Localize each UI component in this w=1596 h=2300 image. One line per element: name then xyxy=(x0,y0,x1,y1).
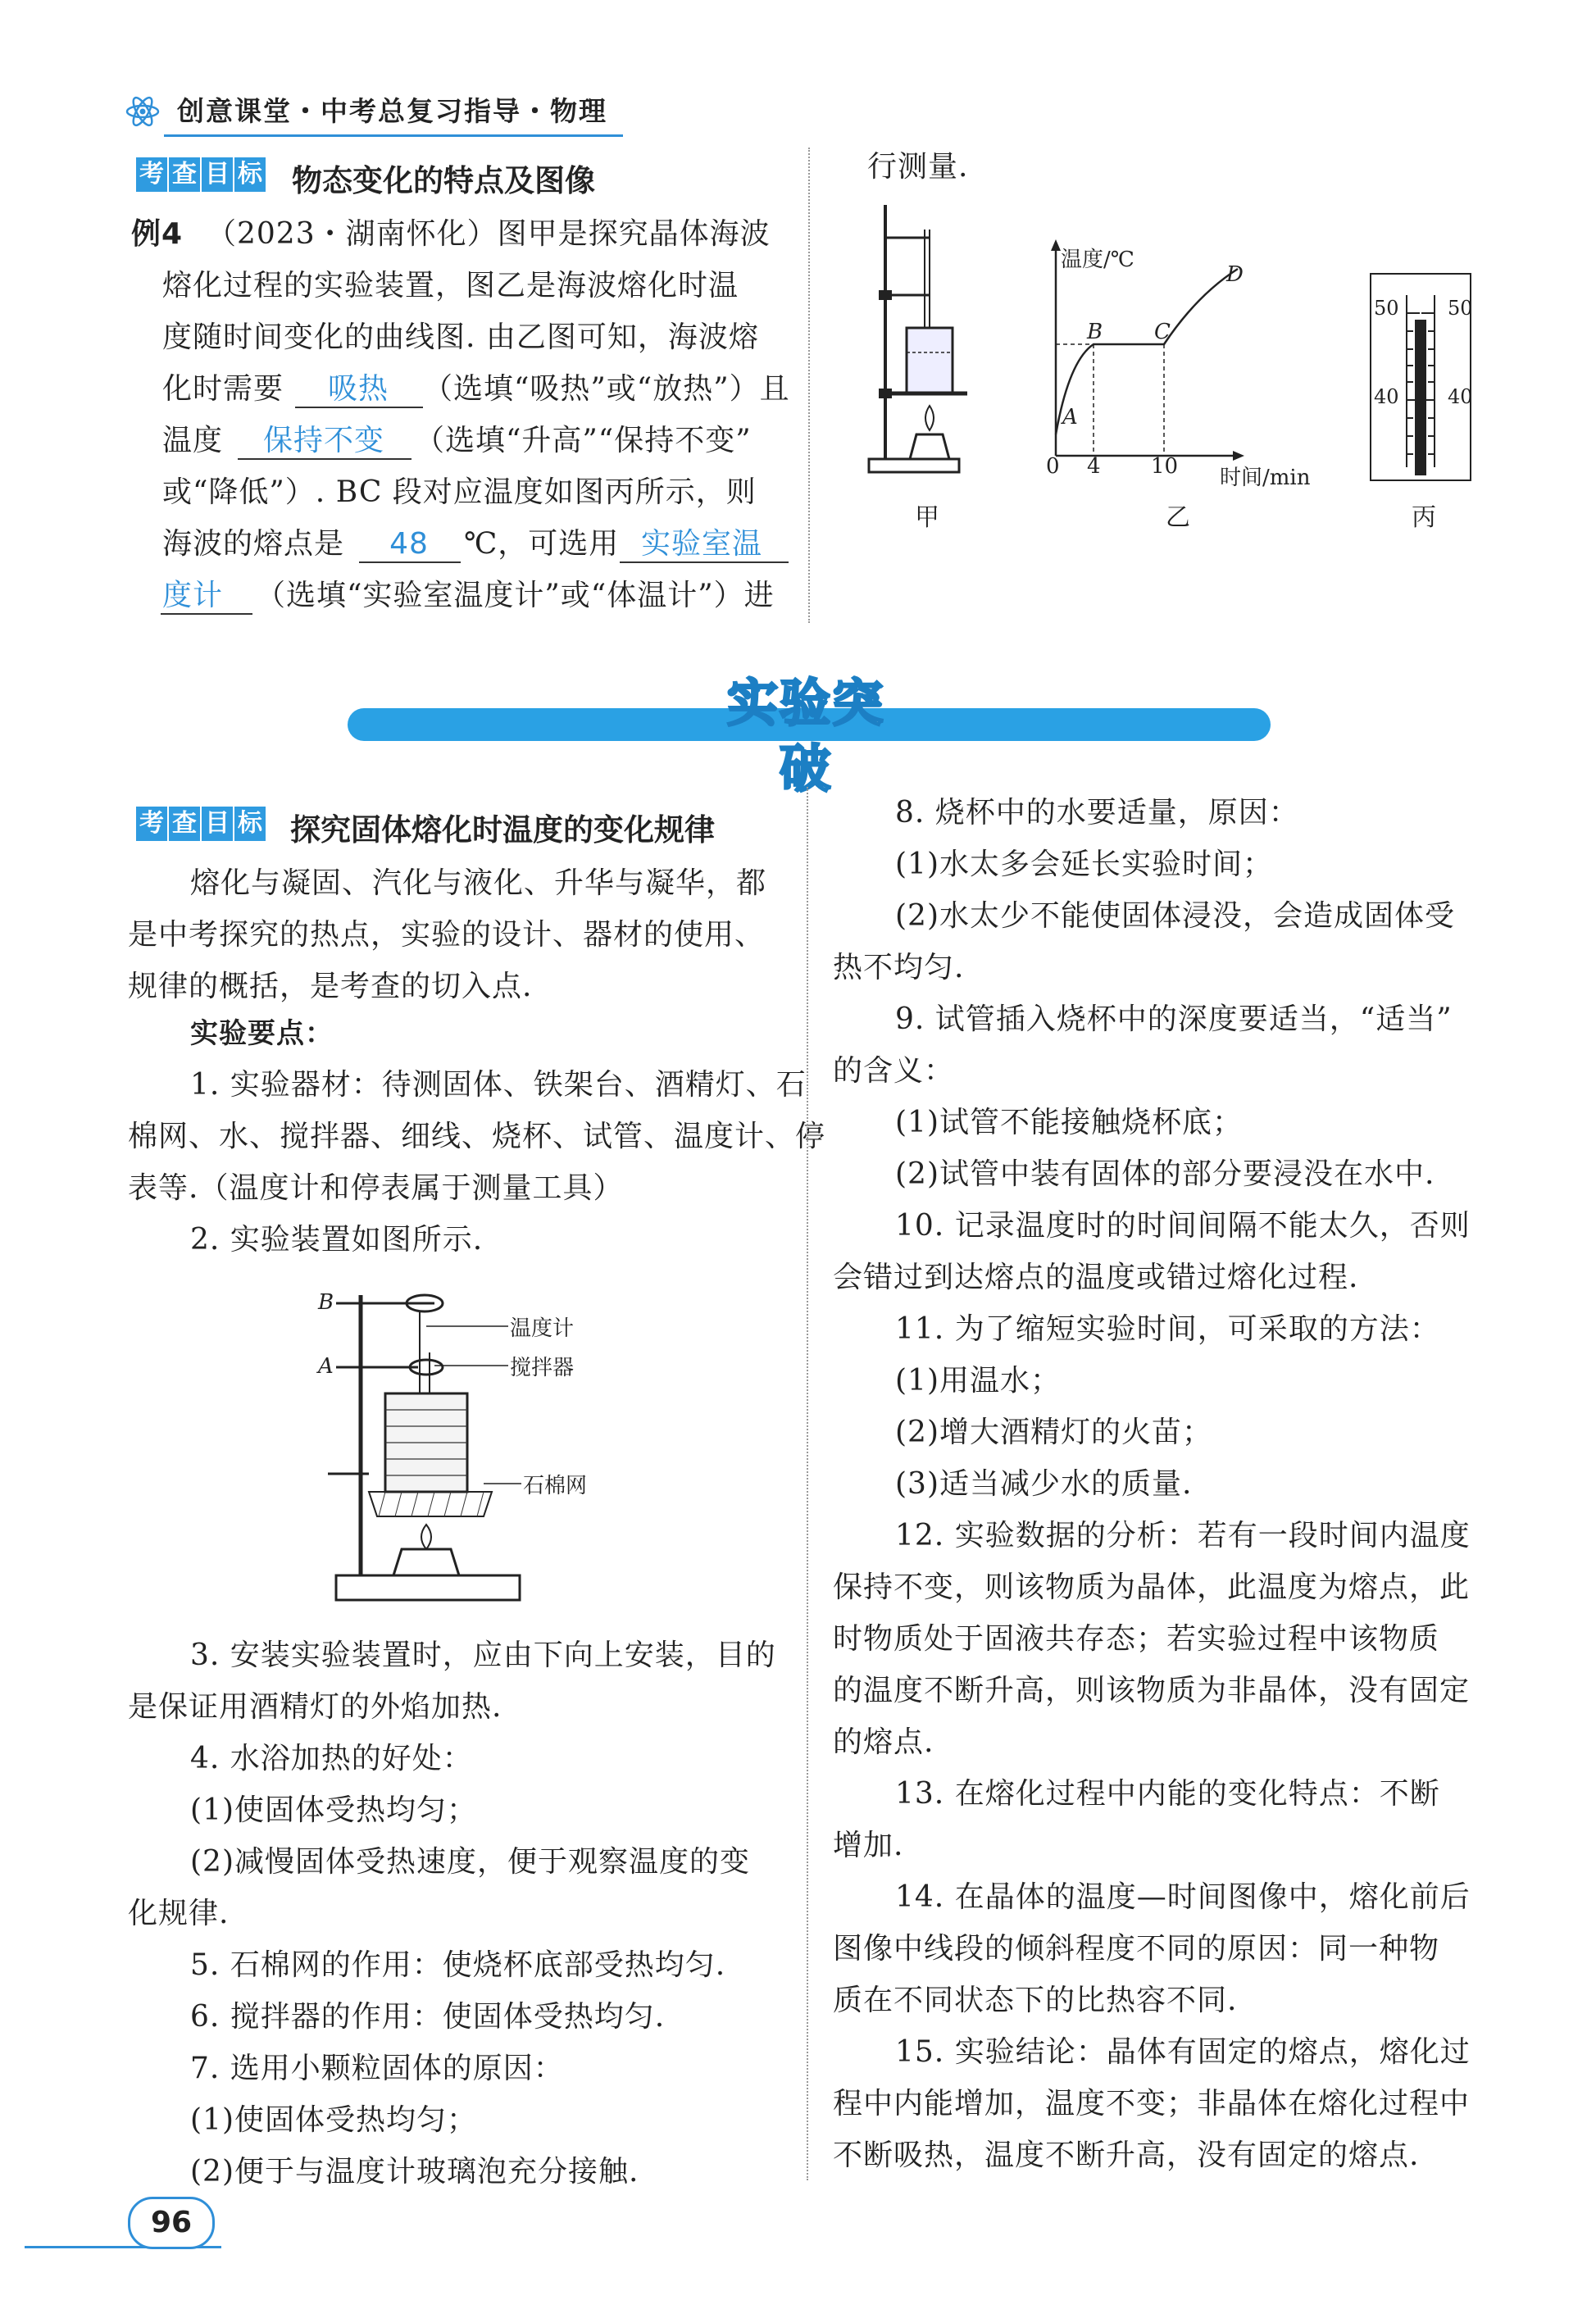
answer-underline xyxy=(238,458,412,460)
body-line: 时物质处于固液共存态；若实验过程中该物质 xyxy=(833,1622,1440,1656)
body-line: (1)试管不能接触烧杯底； xyxy=(895,1106,1243,1139)
body-line: 12. 实验数据的分析：若有一段时间内温度 xyxy=(895,1519,1471,1552)
atom-icon xyxy=(125,93,161,130)
graph-tick: 10 xyxy=(1151,454,1179,479)
body-line: 棉网、水、搅拌器、细线、烧杯、试管、温度计、停 xyxy=(128,1120,826,1153)
graph-point-b: B xyxy=(1087,320,1103,344)
tag-char: 考 xyxy=(136,807,167,841)
body-line: 增加. xyxy=(833,1829,904,1862)
tag-char: 查 xyxy=(169,157,200,192)
apparatus-label-thermometer: 温度计 xyxy=(510,1316,575,1341)
body-line: 的熔点. xyxy=(833,1725,934,1759)
figure-jia-apparatus xyxy=(853,197,975,484)
body-line: 10. 记录温度时的时间间隔不能太久，否则 xyxy=(895,1209,1471,1243)
tag-char: 查 xyxy=(169,807,200,841)
example-line: 行测量. xyxy=(867,150,969,184)
example-line: （选填“吸热”或“放热”）且 xyxy=(423,372,790,406)
body-line: 是中考探究的热点，实验的设计、器材的使用、 xyxy=(128,918,766,952)
section1-title: 物态变化的特点及图像 xyxy=(292,163,595,198)
body-line: 8. 烧杯中的水要适量，原因： xyxy=(895,796,1299,830)
example-line: 度随时间变化的曲线图. 由乙图可知，海波熔 xyxy=(162,320,759,354)
section2-tag xyxy=(136,807,267,841)
body-line: 15. 实验结论：晶体有固定的熔点，熔化过 xyxy=(895,2035,1471,2069)
tag-char: 目 xyxy=(202,157,233,192)
figure-yi-label: 乙 xyxy=(1166,503,1190,532)
body-line: 13. 在熔化过程中内能的变化特点：不断 xyxy=(895,1777,1440,1811)
body-line: 7. 选用小颗粒固体的原因： xyxy=(190,2052,564,2085)
body-line: 2. 实验装置如图所示. xyxy=(190,1223,484,1257)
thermo-tick: 40 xyxy=(1448,385,1473,408)
body-line: 熔化与凝固、汽化与液化、升华与凝华，都 xyxy=(190,866,767,900)
tag-char: 目 xyxy=(202,807,233,841)
figure-bing-label: 丙 xyxy=(1412,503,1436,532)
body-line: 图像中线段的倾斜程度不同的原因：同一种物 xyxy=(833,1932,1440,1966)
answer-text: 实验室温 xyxy=(640,527,762,561)
body-line: 9. 试管插入烧杯中的深度要适当，“适当” xyxy=(895,1002,1453,1036)
tag-char: 标 xyxy=(234,807,266,841)
figure-yi-graph xyxy=(1041,238,1320,484)
example-line: 熔化过程的实验装置，图乙是海波熔化时温 xyxy=(162,269,739,302)
body-line: 11. 为了缩短实验时间，可采取的方法： xyxy=(895,1312,1440,1346)
graph-point-d: D xyxy=(1226,262,1244,287)
header-rule xyxy=(164,134,623,137)
graph-origin: 0 xyxy=(1046,454,1060,479)
graph-point-c: C xyxy=(1154,320,1171,344)
body-line: 规律的概括，是考查的切入点. xyxy=(128,970,533,1003)
example-line: 海波的熔点是 xyxy=(162,527,345,561)
answer-text: 保持不变 xyxy=(262,424,384,457)
body-line: 热不均匀. xyxy=(833,951,965,984)
column-divider xyxy=(807,787,808,2180)
body-line: 程中内能增加，温度不变；非晶体在熔化过程中 xyxy=(833,2087,1471,2120)
section2-title: 探究固体熔化时温度的变化规律 xyxy=(290,812,715,848)
body-line: 4. 水浴加热的好处： xyxy=(190,1742,473,1775)
apparatus-label-stirrer: 搅拌器 xyxy=(510,1356,575,1380)
body-line: 5. 石棉网的作用：使烧杯底部受热均匀. xyxy=(190,1948,726,1982)
body-line: 1. 实验器材：待测固体、铁架台、酒精灯、石 xyxy=(190,1068,807,1102)
body-line: 14. 在晶体的温度—时间图像中，熔化前后 xyxy=(895,1880,1471,1914)
body-line: (1)用温水； xyxy=(895,1364,1061,1398)
apparatus-label-a: A xyxy=(318,1354,334,1379)
example-line: （选填“实验室温度计”或“体温计”）进 xyxy=(256,579,775,612)
body-line: 表等.（温度计和停表属于测量工具） xyxy=(128,1171,624,1205)
body-line: (2)试管中装有固体的部分要浸没在水中. xyxy=(895,1157,1435,1191)
body-line: 3. 安装实验装置时，应由下向上安装，目的 xyxy=(190,1639,776,1672)
subheading: 实验要点： xyxy=(190,1017,334,1050)
banner-title: 实验突破 xyxy=(726,673,884,798)
example-line: 或“降低”）. BC 段对应温度如图丙所示，则 xyxy=(162,475,757,509)
page-number: 96 xyxy=(128,2197,215,2249)
body-line: (2)水太少不能使固体浸没，会造成固体受 xyxy=(895,899,1455,933)
answer-text: 48 xyxy=(389,527,429,561)
body-line: 保持不变，则该物质为晶体，此温度为熔点，此 xyxy=(833,1570,1471,1604)
thermo-tick: 40 xyxy=(1374,385,1399,408)
graph-point-a: A xyxy=(1062,405,1078,430)
body-line: 6. 搅拌器的作用：使固体受热均匀. xyxy=(190,2000,666,2034)
thermo-tick: 50 xyxy=(1374,297,1399,320)
apparatus-leader-lines xyxy=(426,1311,525,1508)
body-line: 的含义： xyxy=(833,1054,955,1088)
example-line: ℃，可选用 xyxy=(464,527,620,561)
apparatus-label-b: B xyxy=(318,1290,334,1315)
answer-underline xyxy=(161,613,252,615)
example-line: （2023・湖南怀化）图甲是探究晶体海波 xyxy=(207,217,771,251)
answer-text: 度计 xyxy=(162,579,224,612)
answer-text: 吸热 xyxy=(327,372,389,406)
column-divider xyxy=(808,148,810,623)
body-line: (3)适当减少水的质量. xyxy=(895,1467,1193,1501)
body-line: (2)增大酒精灯的火苗； xyxy=(895,1416,1212,1449)
graph-tick: 4 xyxy=(1087,454,1101,479)
tag-char: 考 xyxy=(136,157,167,192)
body-line: (1)使固体受热均匀； xyxy=(190,2103,477,2137)
answer-underline xyxy=(295,407,423,408)
example-line: （选填“升高”“保持不变” xyxy=(415,424,752,457)
header-title: 创意课堂・中考总复习指导・物理 xyxy=(177,95,607,127)
figure-jia-label: 甲 xyxy=(915,503,939,532)
body-line: 质在不同状态下的比热容不同. xyxy=(833,1984,1238,2017)
body-line: 是保证用酒精灯的外焰加热. xyxy=(128,1690,502,1724)
body-line: 会错过到达熔点的温度或错过熔化过程. xyxy=(833,1261,1359,1294)
body-line: 化规律. xyxy=(128,1897,230,1930)
thermo-tick: 50 xyxy=(1448,297,1473,320)
body-line: (1)使固体受热均匀； xyxy=(190,1793,477,1827)
tag-char: 标 xyxy=(234,157,266,192)
graph-xlabel: 时间/min xyxy=(1220,466,1311,490)
apparatus-label-gauze: 石棉网 xyxy=(523,1474,588,1498)
body-line: (1)水太多会延长实验时间； xyxy=(895,848,1273,881)
section1-tag xyxy=(136,157,267,192)
example-label: 例4 xyxy=(131,217,184,251)
example-line: 温度 xyxy=(162,424,224,457)
graph-ylabel: 温度/℃ xyxy=(1061,248,1134,272)
body-line: (2)减慢固体受热速度，便于观察温度的变 xyxy=(190,1845,750,1879)
answer-underline xyxy=(359,561,461,563)
body-line: 不断吸热，温度不断升高，没有固定的熔点. xyxy=(833,2139,1420,2172)
body-line: (2)便于与温度计玻璃泡充分接触. xyxy=(190,2155,639,2189)
answer-underline xyxy=(620,561,789,563)
body-line: 的温度不断升高，则该物质为非晶体，没有固定 xyxy=(833,1674,1471,1707)
example-line: 化时需要 xyxy=(162,372,284,406)
